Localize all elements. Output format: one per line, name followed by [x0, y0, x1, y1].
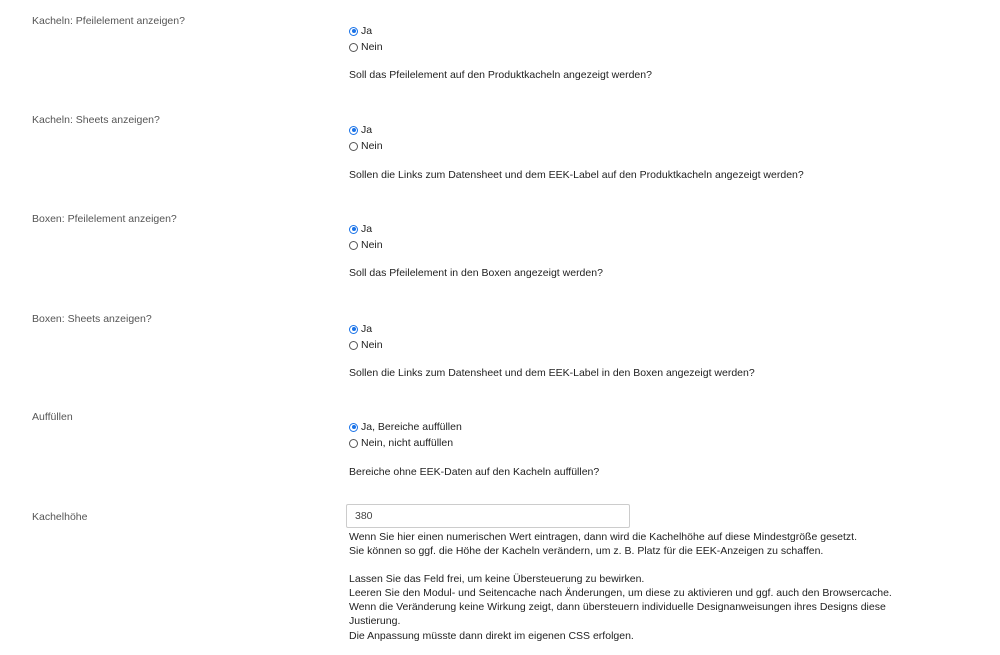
help-line: Justierung.	[349, 615, 401, 628]
radio-option-nein[interactable]	[349, 39, 383, 55]
radio-checked-icon[interactable]	[349, 27, 358, 36]
radio-checked-icon[interactable]	[349, 423, 358, 432]
setting-description: Sollen die Links zum Datensheet und dem EEK-Label in den Boxen angezeigt werden?	[349, 367, 755, 379]
help-line: Leeren Sie den Modul- und Seitencache nach Änderungen, um diese zu aktivieren und ggf. auch den Browsercache.	[349, 587, 892, 600]
setting-label-boxen-pfeil: Boxen: Pfeilelement anzeigen?	[32, 213, 177, 225]
radio-option-ja[interactable]	[349, 23, 383, 39]
radio-checked-icon[interactable]	[349, 225, 358, 234]
radio-unchecked-icon[interactable]	[349, 439, 358, 448]
radio-option-ja[interactable]	[349, 221, 383, 237]
radio-option-label: Ja, Bereiche auffüllen	[361, 421, 462, 433]
radio-group-kacheln-sheets	[349, 122, 383, 154]
radio-option-label: Nein	[361, 41, 383, 53]
kachelhoehe-input[interactable]	[346, 504, 630, 528]
radio-option-label: Ja	[361, 124, 373, 136]
radio-option-label: Nein	[361, 239, 383, 251]
radio-option-ja[interactable]	[349, 122, 383, 138]
radio-group-kacheln-pfeil	[349, 23, 383, 55]
radio-group-boxen-sheets	[349, 321, 383, 353]
radio-option-label: Ja	[361, 323, 373, 335]
radio-option-nein-auffuellen[interactable]	[349, 435, 462, 451]
radio-unchecked-icon[interactable]	[349, 43, 358, 52]
help-line: Wenn die Veränderung keine Wirkung zeigt, dann übersteuern individuelle Designanweisungen ihres Designs diese	[349, 601, 886, 614]
radio-option-ja[interactable]	[349, 321, 383, 337]
setting-label-boxen-sheets: Boxen: Sheets anzeigen?	[32, 313, 152, 325]
radio-option-nein[interactable]	[349, 337, 383, 353]
help-line: Die Anpassung müsste dann direkt im eigenen CSS erfolgen.	[349, 629, 634, 642]
help-line: Wenn Sie hier einen numerischen Wert eintragen, dann wird die Kachelhöhe auf diese Mindestgröße gesetzt.	[349, 531, 857, 543]
setting-label-kachelhoehe: Kachelhöhe	[32, 511, 88, 523]
radio-option-label: Ja	[361, 25, 373, 37]
setting-label-kacheln-pfeil: Kacheln: Pfeilelement anzeigen?	[32, 15, 185, 27]
radio-option-nein[interactable]	[349, 138, 383, 154]
help-line: Lassen Sie das Feld frei, um keine Übersteuerung zu bewirken.	[349, 573, 645, 586]
help-line: Sie können so ggf. die Höhe der Kacheln verändern, um z. B. Platz für die EEK-Anzeigen zu schaffen.	[349, 545, 824, 558]
radio-checked-icon[interactable]	[349, 325, 358, 334]
setting-description: Bereiche ohne EEK-Daten auf den Kacheln auffüllen?	[349, 466, 600, 478]
setting-description: Sollen die Links zum Datensheet und dem EEK-Label auf den Produktkacheln angezeigt werden?	[349, 169, 804, 181]
radio-option-nein[interactable]	[349, 237, 383, 253]
radio-unchecked-icon[interactable]	[349, 241, 358, 250]
radio-unchecked-icon[interactable]	[349, 142, 358, 151]
radio-unchecked-icon[interactable]	[349, 341, 358, 350]
setting-description: Soll das Pfeilelement in den Boxen angezeigt werden?	[349, 267, 603, 279]
kachelhoehe-help-text	[349, 530, 909, 643]
radio-group-auffuellen	[349, 419, 462, 451]
radio-option-label: Ja	[361, 223, 373, 235]
setting-description: Soll das Pfeilelement auf den Produktkacheln angezeigt werden?	[349, 69, 652, 81]
radio-option-ja-auffuellen[interactable]	[349, 419, 462, 435]
radio-option-label: Nein	[361, 140, 383, 152]
radio-option-label: Nein	[361, 339, 383, 351]
radio-group-boxen-pfeil	[349, 221, 383, 253]
radio-option-label: Nein, nicht auffüllen	[361, 437, 454, 449]
setting-label-auffuellen: Auffüllen	[32, 411, 73, 423]
setting-label-kacheln-sheets: Kacheln: Sheets anzeigen?	[32, 114, 160, 126]
radio-checked-icon[interactable]	[349, 126, 358, 135]
